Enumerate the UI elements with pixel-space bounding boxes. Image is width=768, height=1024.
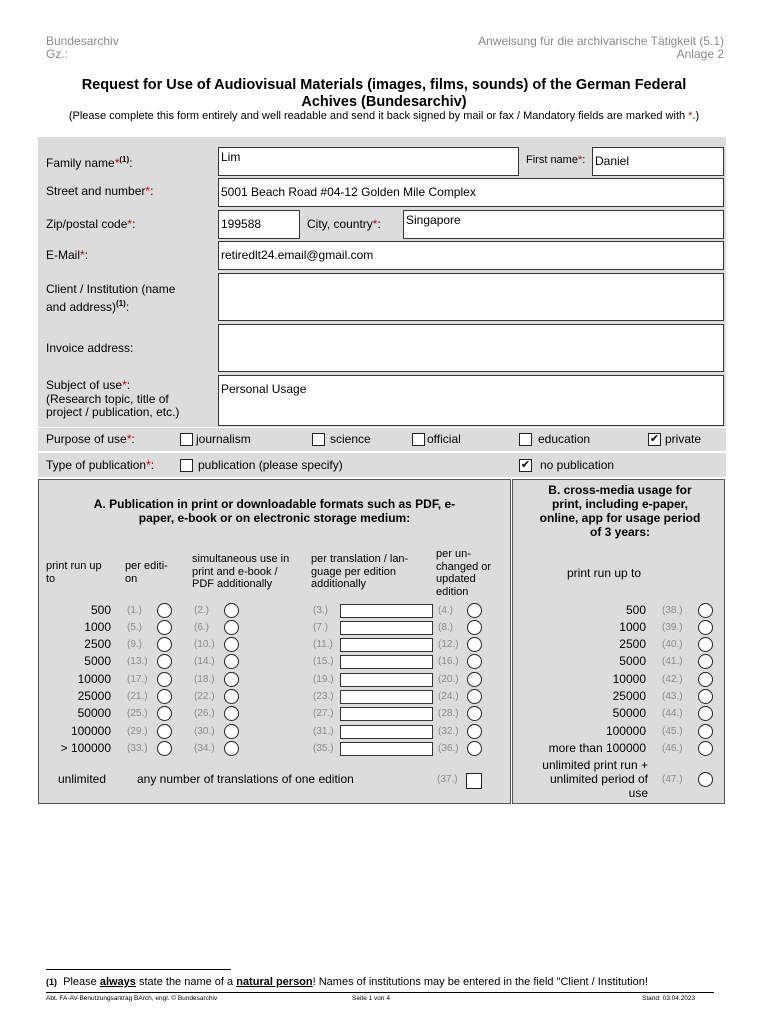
a-row-translation-input[interactable] bbox=[340, 690, 433, 704]
a-row-unchanged-radio[interactable] bbox=[467, 724, 482, 739]
col-simultaneous: simultaneous use in print and e-book / PDF additionally bbox=[192, 553, 290, 590]
a-row-unchanged-radio[interactable] bbox=[467, 620, 482, 635]
header-doc-ref: Anweisung für die archivarische Tätigkeit (5.1) bbox=[478, 34, 724, 48]
a-row-edition-radio[interactable] bbox=[157, 724, 172, 739]
subject-field[interactable]: Personal Usage bbox=[218, 375, 724, 426]
a-row-unchanged-radio[interactable] bbox=[467, 706, 482, 721]
publication-specify-label: publication (please specify) bbox=[198, 458, 343, 472]
b-row-num: (41.) bbox=[662, 656, 683, 667]
a-row-translation-input[interactable] bbox=[340, 725, 433, 739]
b-row-radio[interactable] bbox=[698, 706, 713, 721]
client-label: Client / Institution (name and address)$^{(1)}$: bbox=[46, 282, 176, 314]
purpose-official-label: official bbox=[427, 432, 461, 446]
a-row-num-unchanged: (32.) bbox=[438, 726, 459, 737]
a-row-num-simultaneous: (30.) bbox=[194, 726, 215, 737]
a-row-unchanged-radio[interactable] bbox=[467, 603, 482, 618]
b-row-radio[interactable] bbox=[698, 620, 713, 635]
footnote-rule bbox=[46, 969, 231, 970]
purpose-journalism-label: journalism bbox=[196, 432, 251, 446]
section-b-unlimited-radio[interactable] bbox=[698, 772, 713, 787]
b-row-run: 10000 bbox=[612, 672, 646, 686]
a-row-simultaneous-radio[interactable] bbox=[224, 654, 239, 669]
no-publication-label: no publication bbox=[540, 458, 615, 472]
a-row-num-translation: (27.) bbox=[313, 708, 334, 719]
a-row-num-unchanged: (24.) bbox=[438, 691, 459, 702]
no-publication-checkbox[interactable]: ✔ bbox=[520, 459, 531, 471]
a-row-num-edition: (5.) bbox=[127, 622, 142, 633]
first-name-label: First name*: bbox=[526, 154, 586, 166]
header-gz: Gz.: bbox=[46, 47, 69, 61]
a-row-num-translation: (23.) bbox=[313, 691, 334, 702]
a-row-num-simultaneous: (34.) bbox=[194, 743, 215, 754]
purpose-education-checkbox[interactable] bbox=[519, 433, 532, 446]
client-field[interactable] bbox=[218, 273, 724, 321]
b-row-radio[interactable] bbox=[698, 741, 713, 756]
col-unchanged: per un- changed or updated edition bbox=[436, 548, 492, 598]
b-row-num: (38.) bbox=[662, 605, 683, 616]
header-org: Bundesarchiv bbox=[46, 34, 119, 48]
purpose-row bbox=[38, 428, 726, 451]
family-name-label: Family name*$^{(1)}$: bbox=[46, 155, 133, 170]
a-row-num-edition: (1.) bbox=[127, 605, 142, 616]
b-row-run: 50000 bbox=[612, 706, 646, 720]
a-row-num-translation: (11.) bbox=[313, 639, 333, 650]
a-row-num-simultaneous: (22.) bbox=[194, 691, 215, 702]
a-row-run: 10000 bbox=[77, 672, 111, 686]
a-row-run: 25000 bbox=[77, 689, 111, 703]
a-row-num-edition: (25.) bbox=[127, 708, 148, 719]
a-row-run: 50000 bbox=[77, 706, 111, 720]
a-row-translation-input[interactable] bbox=[340, 707, 433, 721]
b-row-run: 1000 bbox=[619, 620, 646, 634]
a-row-edition-radio[interactable] bbox=[157, 654, 172, 669]
header-annex: Anlage 2 bbox=[676, 47, 724, 61]
form-subtitle: (Please complete this form entirely and well readable and send it back signed by mail or fax / Mandatory fields are marked with *.) bbox=[68, 110, 700, 122]
b-row-num: (40.) bbox=[662, 639, 683, 650]
col-per-edition: per editi- on bbox=[125, 560, 168, 585]
city-field[interactable]: Singapore bbox=[403, 210, 724, 239]
b-row-run: 5000 bbox=[619, 654, 646, 668]
b-row-run: more than 100000 bbox=[548, 741, 646, 755]
a-row-run: > 100000 bbox=[60, 741, 111, 755]
purpose-label: Purpose of use*: bbox=[46, 432, 135, 446]
a-row-num-edition: (13.) bbox=[127, 656, 148, 667]
b-row-num: (44.) bbox=[662, 708, 683, 719]
street-label: Street and number*: bbox=[46, 184, 154, 198]
b-row-run: 100000 bbox=[605, 724, 646, 738]
a-row-num-unchanged: (12.) bbox=[438, 639, 459, 650]
purpose-private-label: private bbox=[665, 432, 702, 446]
footer-center: Seite 1 von 4 bbox=[352, 995, 390, 1002]
b-row-num: (46.) bbox=[662, 743, 683, 754]
a-row-num-edition: (29.) bbox=[127, 726, 148, 737]
form-title-line2: Achives (Bundesarchiv) bbox=[301, 94, 467, 110]
section-b-col-header: print run up to bbox=[567, 566, 642, 580]
a-row-translation-input[interactable] bbox=[340, 621, 433, 635]
footer-left: Abt. FA-AV-Benutzungsantrag BArch, engl. © Bundesarchiv bbox=[46, 995, 218, 1002]
b-row-run: 25000 bbox=[612, 689, 646, 703]
a-row-num-translation: (19.) bbox=[313, 674, 334, 685]
publication-type-label: Type of publication*: bbox=[46, 458, 155, 472]
footer-rule bbox=[46, 992, 714, 993]
a-row-num-unchanged: (4.) bbox=[438, 605, 453, 616]
b-row-num: (45.) bbox=[662, 726, 683, 737]
footnote: (1) Please always state the name of a natural person! Names of institutions may be entered in the field "Client / Institution! bbox=[46, 976, 648, 988]
a-row-num-translation: (15.) bbox=[313, 656, 334, 667]
a-row-run: 5000 bbox=[84, 654, 111, 668]
a-row-edition-radio[interactable] bbox=[157, 637, 172, 652]
translations-checkbox[interactable] bbox=[466, 773, 482, 789]
purpose-education-label: education bbox=[538, 432, 591, 446]
a-row-num-unchanged: (36.) bbox=[438, 743, 459, 754]
a-row-num-translation: (3.) bbox=[313, 605, 328, 616]
a-row-translation-input[interactable] bbox=[340, 673, 433, 687]
a-row-run: 100000 bbox=[70, 724, 111, 738]
form-title-line1: Request for Use of Audiovisual Materials (images, films, sounds) of the German Federal bbox=[81, 77, 687, 93]
a-row-unchanged-radio[interactable] bbox=[467, 689, 482, 704]
a-row-num-unchanged: (20.) bbox=[438, 674, 459, 685]
a-row-run: 500 bbox=[90, 603, 111, 617]
a-row-edition-radio[interactable] bbox=[157, 620, 172, 635]
b-row-num: (39.) bbox=[662, 622, 683, 633]
a-row-run: 2500 bbox=[84, 637, 111, 651]
email-label: E-Mail*: bbox=[46, 248, 89, 262]
b-row-radio[interactable] bbox=[698, 672, 713, 687]
publication-specify-checkbox[interactable] bbox=[180, 459, 193, 472]
a-row-num-unchanged: (28.) bbox=[438, 708, 459, 719]
a-row-simultaneous-radio[interactable] bbox=[224, 603, 239, 618]
a-row-num-edition: (21.) bbox=[127, 691, 148, 702]
invoice-field[interactable] bbox=[218, 324, 724, 372]
a-row-edition-radio[interactable] bbox=[157, 706, 172, 721]
a-row-num-unchanged: (16.) bbox=[438, 656, 459, 667]
city-label: City, country*: bbox=[307, 217, 381, 231]
a-row-simultaneous-radio[interactable] bbox=[224, 724, 239, 739]
a-row-translation-input[interactable] bbox=[340, 655, 433, 669]
col-translation: per translation / lan- guage per edition additionally bbox=[311, 553, 409, 590]
b-row-radio[interactable] bbox=[698, 603, 713, 618]
family-name-field[interactable]: Lim bbox=[218, 147, 519, 176]
a-row-num-translation: (31.) bbox=[313, 726, 334, 737]
b-row-num: (42.) bbox=[662, 674, 683, 685]
a-row-unchanged-radio[interactable] bbox=[467, 637, 482, 652]
a-row-num-simultaneous: (10.) bbox=[194, 639, 215, 650]
a-row-num-edition: (33.) bbox=[127, 743, 148, 754]
purpose-official-checkbox[interactable] bbox=[412, 433, 425, 446]
a-row-edition-radio[interactable] bbox=[157, 689, 172, 704]
a-row-num-simultaneous: (6.) bbox=[194, 622, 209, 633]
section-b-title: B. cross-media usage for print, including e-paper, online, app for usage period of 3 years: bbox=[539, 483, 701, 539]
a-row-unchanged-radio[interactable] bbox=[467, 654, 482, 669]
a-row-num-simultaneous: (18.) bbox=[194, 674, 215, 685]
a-row-simultaneous-radio[interactable] bbox=[224, 672, 239, 687]
translations-number: (37.) bbox=[437, 774, 458, 785]
a-row-num-simultaneous: (14.) bbox=[194, 656, 215, 667]
a-row-num-translation: (7.) bbox=[313, 622, 328, 633]
a-row-run: 1000 bbox=[84, 620, 111, 634]
a-row-edition-radio[interactable] bbox=[157, 603, 172, 618]
a-row-num-simultaneous: (2.) bbox=[194, 605, 209, 616]
a-row-edition-radio[interactable] bbox=[157, 741, 172, 756]
translations-label: any number of translations of one edition bbox=[137, 772, 354, 786]
unlimited-label: unlimited bbox=[58, 772, 107, 786]
b-row-num: (43.) bbox=[662, 691, 683, 702]
subject-label: Subject of use*: (Research topic, title of project / publication, etc.) bbox=[46, 378, 180, 419]
section-b-unlimited-number: (47.) bbox=[662, 774, 683, 785]
email-field[interactable]: retiredlt24.email@gmail.com bbox=[218, 241, 724, 270]
b-row-radio[interactable] bbox=[698, 637, 713, 652]
purpose-science-label: science bbox=[330, 432, 371, 446]
purpose-journalism-checkbox[interactable] bbox=[180, 433, 193, 446]
zip-field[interactable]: 199588 bbox=[218, 210, 300, 239]
zip-label: Zip/postal code*: bbox=[46, 217, 136, 231]
purpose-science-checkbox[interactable] bbox=[312, 433, 325, 446]
a-row-simultaneous-radio[interactable] bbox=[224, 620, 239, 635]
b-row-radio[interactable] bbox=[698, 724, 713, 739]
a-row-num-simultaneous: (26.) bbox=[194, 708, 215, 719]
a-row-num-edition: (9.) bbox=[127, 639, 142, 650]
a-row-num-unchanged: (8.) bbox=[438, 622, 453, 633]
b-row-radio[interactable] bbox=[698, 689, 713, 704]
invoice-label: Invoice address: bbox=[46, 341, 134, 355]
b-row-radio[interactable] bbox=[698, 654, 713, 669]
footer-right: Stand: 03.04.2023 bbox=[642, 995, 696, 1002]
a-row-edition-radio[interactable] bbox=[157, 672, 172, 687]
a-row-unchanged-radio[interactable] bbox=[467, 741, 482, 756]
street-field[interactable]: 5001 Beach Road #04-12 Golden Mile Complex bbox=[218, 178, 724, 207]
a-row-unchanged-radio[interactable] bbox=[467, 672, 482, 687]
a-row-simultaneous-radio[interactable] bbox=[224, 637, 239, 652]
b-row-run: 2500 bbox=[619, 637, 646, 651]
b-row-run: 500 bbox=[625, 603, 646, 617]
a-row-num-translation: (35.) bbox=[313, 743, 334, 754]
col-print-run: print run up to bbox=[46, 560, 102, 585]
a-row-translation-input[interactable] bbox=[340, 638, 433, 652]
a-row-translation-input[interactable] bbox=[340, 604, 433, 618]
a-row-num-edition: (17.) bbox=[127, 674, 148, 685]
a-row-simultaneous-radio[interactable] bbox=[224, 706, 239, 721]
section-b-unlimited-label: unlimited print run + unlimited period of use bbox=[542, 758, 648, 800]
first-name-field[interactable]: Daniel bbox=[592, 147, 724, 176]
a-row-simultaneous-radio[interactable] bbox=[224, 689, 239, 704]
section-a-title: A. Publication in print or downloadable formats such as PDF, e- paper, e-book or on electronic storage medium: bbox=[93, 497, 456, 525]
a-row-simultaneous-radio[interactable] bbox=[224, 741, 239, 756]
a-row-translation-input[interactable] bbox=[340, 742, 433, 756]
purpose-private-checkbox[interactable]: ✔ bbox=[649, 433, 660, 445]
